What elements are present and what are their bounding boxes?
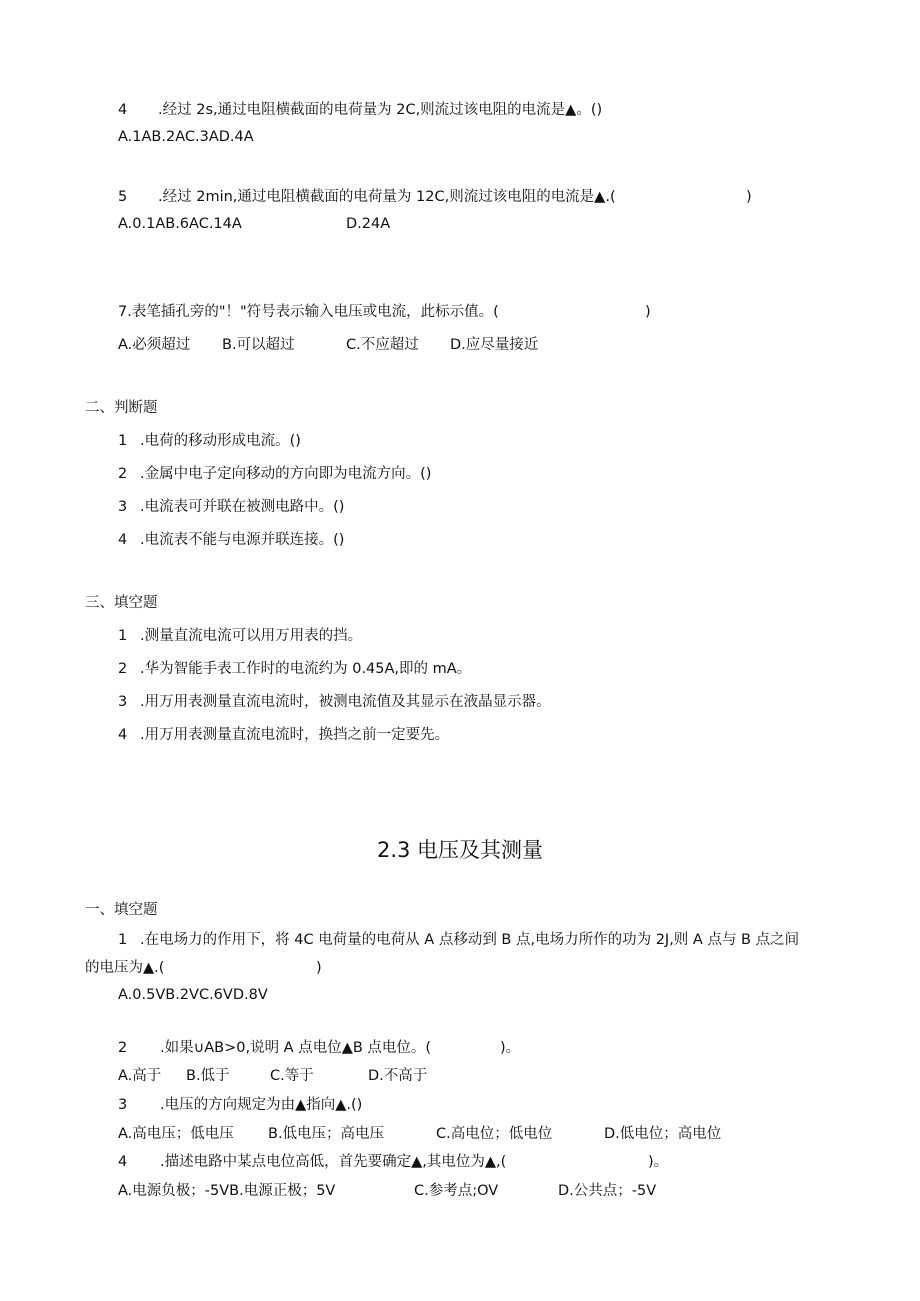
fill-item-number: 1	[118, 628, 128, 644]
question-5-text: .经过 2min,通过电阻横截面的电荷量为 12C,则流过该电阻的电流是▲.(	[158, 189, 616, 205]
question-7-text: 7.表笔插孔旁的"！"符号表示输入电压或电流，此标示值。(	[118, 304, 499, 320]
fill-heading: 三、填空题	[85, 595, 158, 611]
question-7-option-a: A.必须超过	[118, 337, 191, 353]
voltage-q2-option-b: B.低于	[186, 1068, 230, 1084]
voltage-q2-option-c: C.等于	[270, 1068, 314, 1084]
section-title: 2.3 电压及其测量	[376, 838, 544, 862]
voltage-q1-number: 1	[118, 932, 128, 948]
fill-item-text: .用万用表测量直流电流时，被测电流值及其显示在液晶显示器。	[140, 694, 551, 710]
voltage-q1-line2: 的电压为▲.(	[85, 960, 165, 976]
fill-item-number: 4	[118, 727, 128, 743]
voltage-q2-number: 2	[118, 1040, 128, 1056]
question-5-number: 5	[118, 189, 128, 205]
fill-item-number: 3	[118, 694, 128, 710]
voltage-q4-option-d: D.公共点；-5V	[558, 1183, 657, 1199]
voltage-q3-option-d: D.低电位；高电位	[604, 1126, 722, 1142]
voltage-q4-options-a-b: A.电源负极；-5VB.电源正极；5V	[118, 1183, 336, 1199]
judge-item-text: .电荷的移动形成电流。()	[140, 433, 301, 449]
voltage-q3-text: .电压的方向规定为由▲指向▲.()	[160, 1097, 363, 1113]
fill-item-text: .华为智能手表工作时的电流约为 0.45A,即的 mA。	[140, 661, 472, 677]
voltage-q3-option-a: A.高电压；低电压	[118, 1126, 234, 1142]
judge-item-number: 3	[118, 499, 128, 515]
voltage-q2-option-d: D.不高于	[368, 1068, 428, 1084]
judge-item-number: 4	[118, 532, 128, 548]
voltage-q1-options: A.0.5VB.2VC.6VD.8V	[118, 987, 268, 1003]
voltage-q1-line1: .在电场力的作用下，将 4C 电荷量的电荷从 A 点移动到 B 点,电场力所作的功为 2J,则 A 点与 B 点之间	[140, 932, 800, 948]
judge-item-number: 2	[118, 466, 128, 482]
voltage-q3-option-c: C.高电位；低电位	[436, 1126, 553, 1142]
voltage-q1-close: )	[316, 960, 322, 976]
voltage-q4-text: .描述电路中某点电位高低，首先要确定▲,其电位为▲,(	[160, 1154, 507, 1170]
voltage-q2-option-a: A.高于	[118, 1068, 162, 1084]
judge-item-text: .电流表不能与电源并联连接。()	[140, 532, 345, 548]
voltage-q2-close: )。	[500, 1040, 521, 1056]
voltage-q2-text: .如果∪AB>0,说明 A 点电位▲B 点电位。(	[160, 1040, 432, 1056]
judge-item-text: .电流表可并联在被测电路中。()	[140, 499, 345, 515]
fill-item-text: .用万用表测量直流电流时，换挡之前一定要先。	[140, 727, 450, 743]
fill-item-text: .测量直流电流可以用万用表的挡。	[140, 628, 363, 644]
judge-item-number: 1	[118, 433, 128, 449]
question-5-options-a-c: A.0.1AB.6AC.14A	[118, 216, 242, 232]
judge-item-text: .金属中电子定向移动的方向即为电流方向。()	[140, 466, 432, 482]
voltage-heading: 一、填空题	[85, 902, 158, 918]
question-7-option-c: C.不应超过	[346, 337, 419, 353]
question-4-options: A.1AB.2AC.3AD.4A	[118, 129, 254, 145]
question-7-option-d: D.应尽量接近	[450, 337, 539, 353]
question-5-option-d: D.24A	[346, 216, 391, 232]
fill-item-number: 2	[118, 661, 128, 677]
question-4-number: 4	[118, 102, 128, 118]
voltage-q4-option-c: C.参考点;OV	[414, 1183, 499, 1199]
voltage-q4-number: 4	[118, 1154, 128, 1170]
judge-heading: 二、判断题	[85, 400, 158, 416]
question-7-option-b: B.可以超过	[222, 337, 295, 353]
question-4-text: .经过 2s,通过电阻横截面的电荷量为 2C,则流过该电阻的电流是▲。()	[158, 102, 603, 118]
question-7-close: )	[645, 304, 651, 320]
voltage-q4-close: )。	[648, 1154, 669, 1170]
voltage-q3-number: 3	[118, 1097, 128, 1113]
voltage-q3-option-b: B.低电压；高电压	[268, 1126, 385, 1142]
question-5-close: )	[746, 189, 752, 205]
